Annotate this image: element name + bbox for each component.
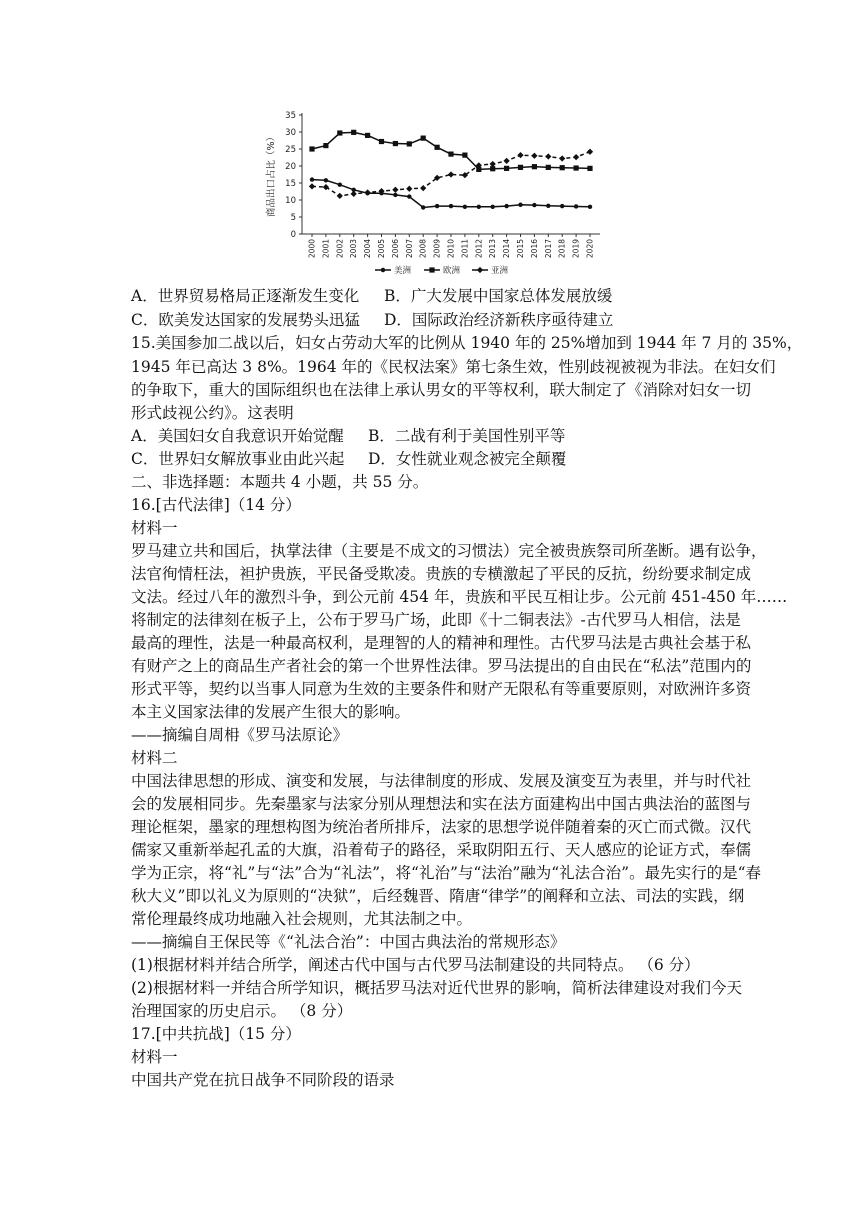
data-point — [587, 149, 593, 155]
q17-title: 17.[中共抗战]（15 分） — [131, 1025, 301, 1043]
q16-material1-line: 罗马建立共和国后，执掌法律（主要是不成文的习惯法）完全被贵族祭司所垄断。遇有讼争， — [131, 542, 767, 560]
data-point — [574, 204, 578, 208]
x-tick-label: 2017 — [543, 239, 553, 259]
x-tick-label: 2008 — [418, 239, 428, 259]
y-tick-label: 5 — [290, 213, 296, 223]
data-point — [338, 182, 342, 186]
x-tick-label: 2015 — [516, 239, 525, 259]
data-point — [309, 183, 315, 189]
data-point — [573, 154, 579, 160]
x-tick-label: 2014 — [502, 239, 512, 259]
x-tick-label: 2004 — [363, 239, 373, 259]
y-tick-label: 0 — [290, 230, 296, 240]
q15-option-b: B．二战有利于美国性别平等 — [368, 427, 566, 445]
q16-material2-line: 中国法律思想的形成、演变和发展，与法律制度的形成、发展及演变互为表里，并与时代社 — [131, 772, 752, 790]
data-point — [421, 205, 425, 209]
data-point — [365, 133, 370, 138]
x-tick-label: 2007 — [404, 239, 414, 259]
data-point — [448, 171, 454, 177]
q17-material1-text: 中国共产党在抗日战争不同阶段的语录 — [131, 1071, 395, 1089]
legend-label: 欧洲 — [443, 266, 461, 276]
q15-option-d: D．女性就业观念被完全颠覆 — [368, 450, 567, 468]
q16-material2-line: 理论框架，墨家的理想构图为统治者所排斥，法家的思想学说伴随着秦的灭亡而式微。汉代 — [131, 818, 752, 836]
data-point — [560, 165, 565, 170]
x-tick-label: 2010 — [446, 239, 456, 259]
x-tick-label: 2019 — [571, 239, 581, 259]
data-point — [337, 130, 342, 135]
q16-question-2: (2)根据材料一并结合所学知识，概括罗马法对近代世界的影响，简析法律建设对我们今天 — [131, 979, 742, 997]
q14-option-a: A．世界贸易格局正逐渐发生变化 — [131, 287, 360, 305]
data-point — [559, 155, 565, 161]
q14-option-c: C．欧美发达国家的发展势头迅猛 — [131, 311, 360, 329]
legend-marker — [477, 267, 483, 273]
q16-title: 16.[古代法律]（14 分） — [131, 496, 301, 514]
y-tick-label: 10 — [285, 196, 296, 206]
data-point — [421, 136, 426, 141]
data-point — [574, 165, 579, 170]
data-point — [518, 165, 523, 170]
q17-material1-label: 材料一 — [131, 1048, 178, 1066]
data-point — [504, 204, 508, 208]
data-point — [310, 177, 314, 181]
q15-stem-line: 1945 年已高达 3 8%。1964 年的《民权法案》第七条生效，性别歧视被视为非法。在妇女们 — [131, 358, 776, 376]
q15-stem-line: 的争取下，重大的国际组织也在法律上承认男女的平等权利，联大制定了《消除对妇女一切 — [131, 381, 752, 399]
y-tick-label: 35 — [285, 111, 296, 121]
y-tick-label: 25 — [285, 145, 296, 155]
data-point — [518, 203, 522, 207]
data-point — [364, 189, 370, 195]
x-tick-label: 2016 — [529, 239, 539, 259]
data-point — [503, 158, 509, 164]
q16-material1-line: 法官徇情枉法，袒护贵族，平民备受欺凌。贵族的专横激起了平民的反抗，纷纷要求制定成 — [131, 565, 752, 583]
data-point — [351, 191, 357, 197]
data-point — [309, 146, 314, 151]
data-point — [393, 193, 397, 197]
q15-stem-line: 15.美国参加二战以后，妇女占劳动大军的比例从 1940 年的 25%增加到 1944 年 7 月的 35%， — [131, 334, 803, 352]
q16-material2-line: 会的发展相同步。先秦墨家与法家分别从理想法和实在法方面建构出中国古典法治的蓝图与 — [131, 795, 752, 813]
y-axis-label: 商品出口占比（%） — [266, 131, 277, 218]
data-point — [532, 203, 536, 207]
data-point — [587, 166, 592, 171]
x-tick-label: 2001 — [321, 239, 331, 259]
data-point — [337, 193, 343, 199]
data-point — [546, 165, 551, 170]
data-point — [546, 204, 550, 208]
q16-material2-line: 秋大义”即以礼义为原则的“决狱”，后经魏晋、隋唐“律学”的阐释和立法、司法的实践，纲 — [131, 887, 745, 905]
q15-option-c: C．世界妇女解放事业由此兴起 — [131, 450, 345, 468]
q16-material2-line: 儒家又重新举起孔孟的大旗，沿着荀子的路径，采取阴阳五行、天人感应的论证方式，奉儒 — [131, 841, 752, 859]
data-point — [504, 166, 509, 171]
data-point — [462, 153, 467, 158]
x-tick-label: 2005 — [377, 239, 386, 259]
legend-label: 亚洲 — [491, 266, 509, 276]
data-point — [545, 153, 551, 159]
data-point — [406, 186, 412, 192]
data-point — [379, 139, 384, 144]
x-tick-label: 2002 — [335, 239, 345, 259]
x-tick-label: 2009 — [432, 239, 442, 259]
export-share-chart — [258, 103, 608, 281]
q16-question-2: 治理国家的历史启示。 （8 分） — [131, 1002, 353, 1020]
data-point — [420, 185, 426, 191]
q16-material1-line: 将制定的法律刻在板子上，公布于罗马广场，此即《十二铜表法》-古代罗马人相信，法是 — [131, 611, 741, 629]
data-point — [392, 187, 398, 193]
q14-option-b: B．广大发展中国家总体发展放缓 — [384, 287, 613, 305]
series-square — [309, 130, 592, 172]
data-point — [435, 204, 439, 208]
q16-material1-line: 本主义国家法律的发展产生很大的影响。 — [131, 703, 411, 721]
q16-material2-line: 学为正宗，将“礼”与“法”合为“礼法”，将“礼治”与“法治”融为“礼法合治”。最先实行的是“春 — [131, 864, 762, 882]
x-tick-label: 2003 — [349, 239, 359, 259]
data-point — [324, 178, 328, 182]
data-point — [560, 204, 564, 208]
x-tick-label: 2020 — [585, 239, 595, 259]
q16-material2-line: 常伦理最终成功地融入社会规则，尤其法制之中。 — [131, 910, 473, 928]
q16-question-1: (1)根据材料并结合所学，阐述古代中国与古代罗马法制建设的共同特点。 （6 分） — [131, 956, 700, 974]
data-point — [588, 205, 592, 209]
data-point — [517, 152, 523, 158]
q16-material1-line: 文法。经过八年的激烈斗争，到公元前 454 年，贵族和平民互相让步。公元前 451-450 年…… — [131, 588, 788, 606]
x-tick-label: 2018 — [557, 239, 567, 259]
series-line — [312, 132, 590, 169]
q16-material1-source: ——摘编自周枏《罗马法原论》 — [131, 726, 349, 744]
q16-material1-line: 最高的理性，法是一种最高权利，是理智的人的精神和理性。古代罗马法是古典社会基于私 — [131, 634, 752, 652]
y-tick-label: 15 — [285, 179, 296, 189]
data-point — [407, 141, 412, 146]
x-tick-label: 2013 — [488, 239, 498, 259]
q16-material1-line: 形式平等，契约以当事人同意为生效的主要条件和财产无限私有等重要原则，对欧洲许多资 — [131, 680, 752, 698]
x-tick-label: 2012 — [474, 239, 484, 259]
data-point — [463, 205, 467, 209]
section-heading: 二、非选择题：本题共 4 小题，共 55 分。 — [131, 473, 429, 491]
q16-material1-line: 有财产之上的商品生产者社会的第一个世界性法律。罗马法提出的自由民在“私法”范围内的 — [131, 657, 752, 675]
legend-label: 美洲 — [394, 266, 412, 276]
data-point — [393, 141, 398, 146]
data-point — [490, 205, 494, 209]
x-tick-label: 2006 — [390, 239, 400, 259]
data-point — [448, 152, 453, 157]
q15-option-a: A．美国妇女自我意识开始觉醒 — [131, 427, 344, 445]
legend-marker — [429, 267, 434, 272]
data-point — [351, 130, 356, 135]
x-tick-label: 2011 — [460, 239, 470, 259]
q16-material2-source: ——摘编自王保民等《“礼法合治”：中国古典法治的常规形态》 — [131, 933, 566, 951]
q16-material2-label: 材料二 — [131, 749, 178, 767]
data-point — [532, 164, 537, 169]
q16-material1-label: 材料一 — [131, 519, 178, 537]
x-tick-label: 2000 — [307, 239, 317, 259]
data-point — [449, 204, 453, 208]
q14-option-d: D．国际政治经济新秩序亟待建立 — [384, 311, 614, 329]
y-tick-label: 20 — [285, 162, 296, 172]
data-point — [323, 143, 328, 148]
data-point — [531, 153, 537, 159]
legend-marker — [381, 268, 385, 272]
data-point — [435, 145, 440, 150]
q15-stem-line: 形式歧视公约》。这表明 — [131, 404, 294, 422]
y-tick-label: 30 — [285, 128, 296, 138]
data-point — [477, 205, 481, 209]
data-point — [407, 194, 411, 198]
